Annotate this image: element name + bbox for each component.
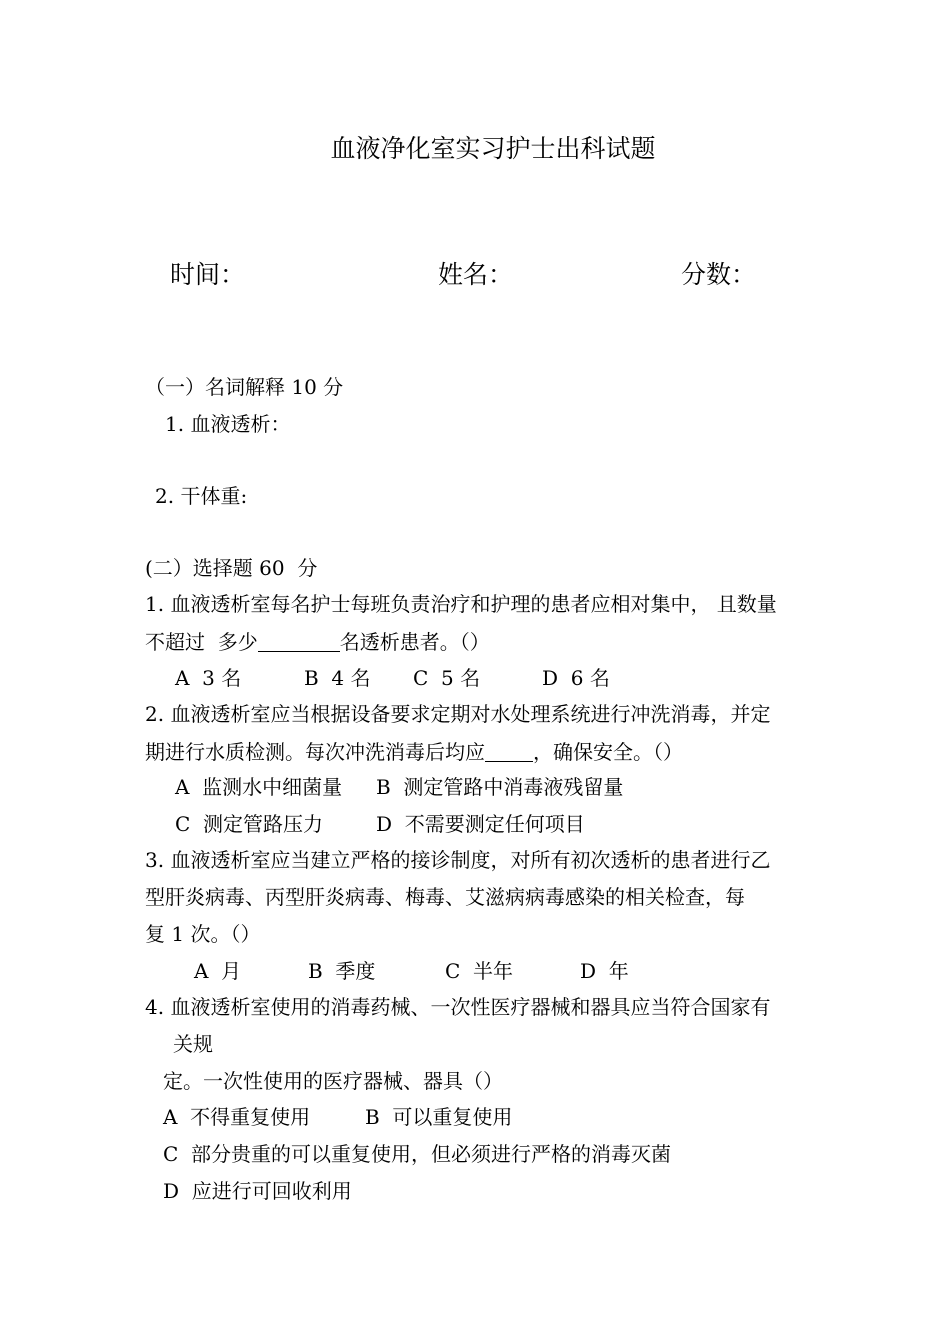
q1-option-b: B 4 名 [304,666,371,690]
q3-option-b: B 季度 [308,959,376,983]
q4-option-c: C 部分贵重的可以重复使用，但必须进行严格的消毒灭菌 [163,1142,672,1166]
q1-stem-line2: 不超过 多少 名透析患者。（） [145,630,490,654]
q4-option-b: B 可以重复使用 [365,1105,513,1129]
q1-option-d: D 6 名 [542,666,610,690]
name-label: 姓名： [438,260,514,289]
q3-option-d: D 年 [580,959,629,983]
q1-option-c: C 5 名 [413,666,481,690]
answer-blank [258,631,340,652]
q2-stem-line1: 2. 血液透析室应当根据设备要求定期对水处理系统进行冲洗消毒，并定 [145,702,771,726]
q1-option-a: A 3 名 [175,666,242,690]
section1-q1: 1. 血液透析： [165,412,291,436]
q4-option-d: D 应进行可回收利用 [163,1179,352,1203]
time-label: 时间： [170,260,246,289]
q2-option-d: D 不需要测定任何项目 [376,812,585,836]
q2-stem-line2: 期进行水质检测。每次冲洗消毒后均应 ，确保安全。（） [145,740,683,764]
section1-heading: （一）名词解释 10 分 [145,375,344,399]
score-label: 分数： [681,260,757,289]
q1-stem-line1: 1. 血液透析室每名护士每班负责治疗和护理的患者应相对集中， 且数量 [145,592,777,616]
q3-stem-line1: 3. 血液透析室应当建立严格的接诊制度，对所有初次透析的患者进行乙 [145,848,771,872]
q4-stem-line1: 4. 血液透析室使用的消毒药械、一次性医疗器械和器具应当符合国家有 [145,995,771,1019]
q2-option-a: A 监测水中细菌量 [175,775,343,799]
answer-blank [485,741,533,762]
page-title: 血液净化室实习护士出科试题 [330,134,656,163]
q3-option-c: C 半年 [445,959,514,983]
q3-stem-line3: 复 1 次。（） [145,922,261,946]
q2-option-c: C 测定管路压力 [175,812,324,836]
section1-q2: 2. 干体重: [155,484,248,508]
q4-stem-line2: 关规 [173,1032,213,1056]
section2-heading: (二）选择题 60 分 [145,556,318,580]
q4-option-a: A 不得重复使用 [163,1105,311,1129]
q4-stem-line3: 定。一次性使用的医疗器械、器具（） [163,1069,503,1093]
q3-option-a: A 月 [194,959,242,983]
q3-stem-line2: 型肝炎病毒、丙型肝炎病毒、梅毒、艾滋病病毒感染的相关检查，每 [145,885,745,909]
q2-option-b: B 测定管路中消毒液残留量 [376,775,624,799]
